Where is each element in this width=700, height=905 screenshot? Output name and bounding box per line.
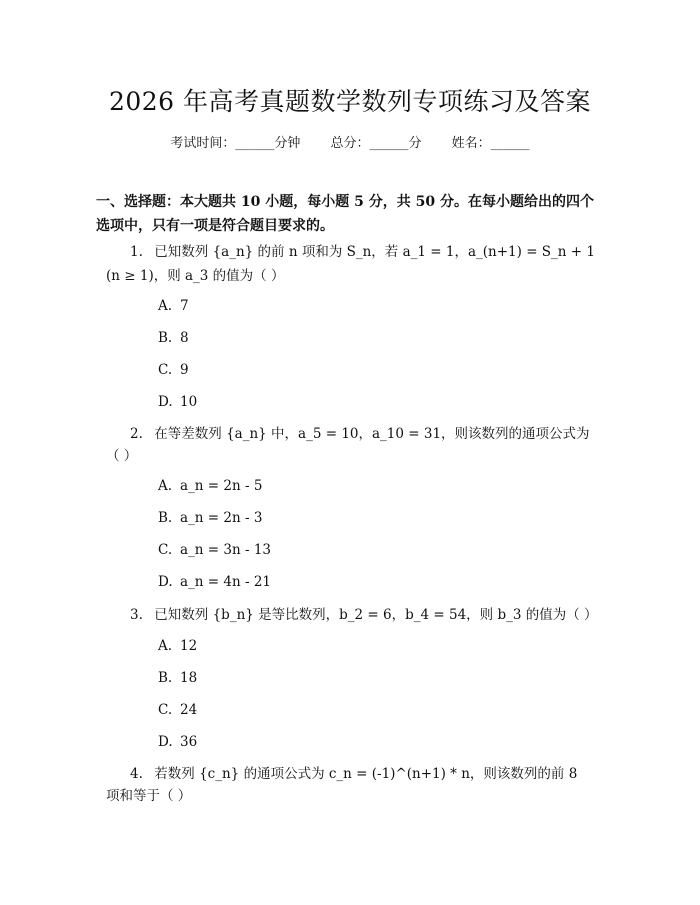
question-number: 1.: [130, 244, 143, 260]
page-title: 2026 年高考真题数学数列专项练习及答案: [108, 87, 592, 116]
option-text: 7: [180, 298, 189, 314]
total-score-label: 总分：______分: [330, 136, 422, 151]
exam-info-line: [0, 132, 700, 151]
option-letter: C.: [158, 362, 173, 378]
option-c: [158, 360, 189, 380]
option-letter: C.: [158, 542, 173, 558]
option-text: a_n = 4n - 21: [180, 574, 271, 590]
option-text: a_n = 2n - 5: [180, 478, 263, 494]
question-2-continuation: （ ）: [106, 448, 138, 464]
question-number: 2.: [130, 426, 143, 442]
question-1-continuation: (n ≥ 1)，则 a_3 的值为（ ）: [106, 268, 285, 284]
option-text: 36: [180, 734, 198, 750]
option-letter: A.: [158, 638, 173, 654]
option-text: a_n = 2n - 3: [180, 510, 263, 526]
option-b: [158, 668, 197, 688]
option-b: [158, 328, 189, 348]
option-d: [158, 572, 271, 592]
option-b: [158, 508, 262, 528]
question-number: 3.: [130, 607, 143, 623]
option-a: [158, 476, 262, 496]
question-4-continuation: 项和等于（ ）: [106, 788, 192, 804]
option-text: 9: [180, 362, 189, 378]
option-letter: D.: [158, 394, 173, 410]
option-text: a_n = 3n - 13: [180, 542, 271, 558]
option-d: [158, 392, 197, 412]
option-text: 12: [180, 638, 198, 654]
question-stem: 已知数列 {b_n} 是等比数列，b_2 = 6，b_4 = 54，则 b_3 的值为（ ）: [154, 607, 598, 623]
question-4: [110, 762, 600, 786]
option-c: [158, 540, 271, 560]
exam-time-label: 考试时间：______分钟: [170, 136, 301, 151]
option-letter: B.: [158, 670, 173, 686]
question-stem: 若数列 {c_n} 的通项公式为 c_n = (-1)^(n+1) * n，则该数列的前 8: [154, 766, 578, 782]
question-2: [110, 422, 600, 446]
option-letter: A.: [158, 298, 173, 314]
question-stem: 在等差数列 {a_n} 中，a_5 = 10，a_10 = 31，则该数列的通项公式为: [154, 426, 590, 442]
option-letter: C.: [158, 702, 173, 718]
question-stem: 已知数列 {a_n} 的前 n 项和为 S_n，若 a_1 = 1，a_(n+1) = S_n + 1: [154, 244, 595, 260]
option-text: 8: [180, 330, 189, 346]
question-3: [110, 603, 600, 627]
option-letter: B.: [158, 330, 173, 346]
student-name-label: 姓名：______: [451, 136, 530, 151]
option-letter: A.: [158, 478, 173, 494]
question-number: 4.: [130, 766, 143, 782]
option-letter: D.: [158, 734, 173, 750]
option-text: 10: [180, 394, 198, 410]
option-d: [158, 732, 197, 752]
section-heading: 一、选择题：本大题共 10 小题，每小题 5 分，共 50 分。在每小题给出的四个选项中，只有一项是符合题目要求的。: [96, 194, 594, 234]
option-a: [158, 636, 197, 656]
option-c: [158, 700, 197, 720]
option-text: 18: [180, 670, 198, 686]
option-a: [158, 296, 189, 316]
option-text: 24: [180, 702, 198, 718]
question-1: [110, 240, 600, 264]
option-letter: D.: [158, 574, 173, 590]
option-letter: B.: [158, 510, 173, 526]
